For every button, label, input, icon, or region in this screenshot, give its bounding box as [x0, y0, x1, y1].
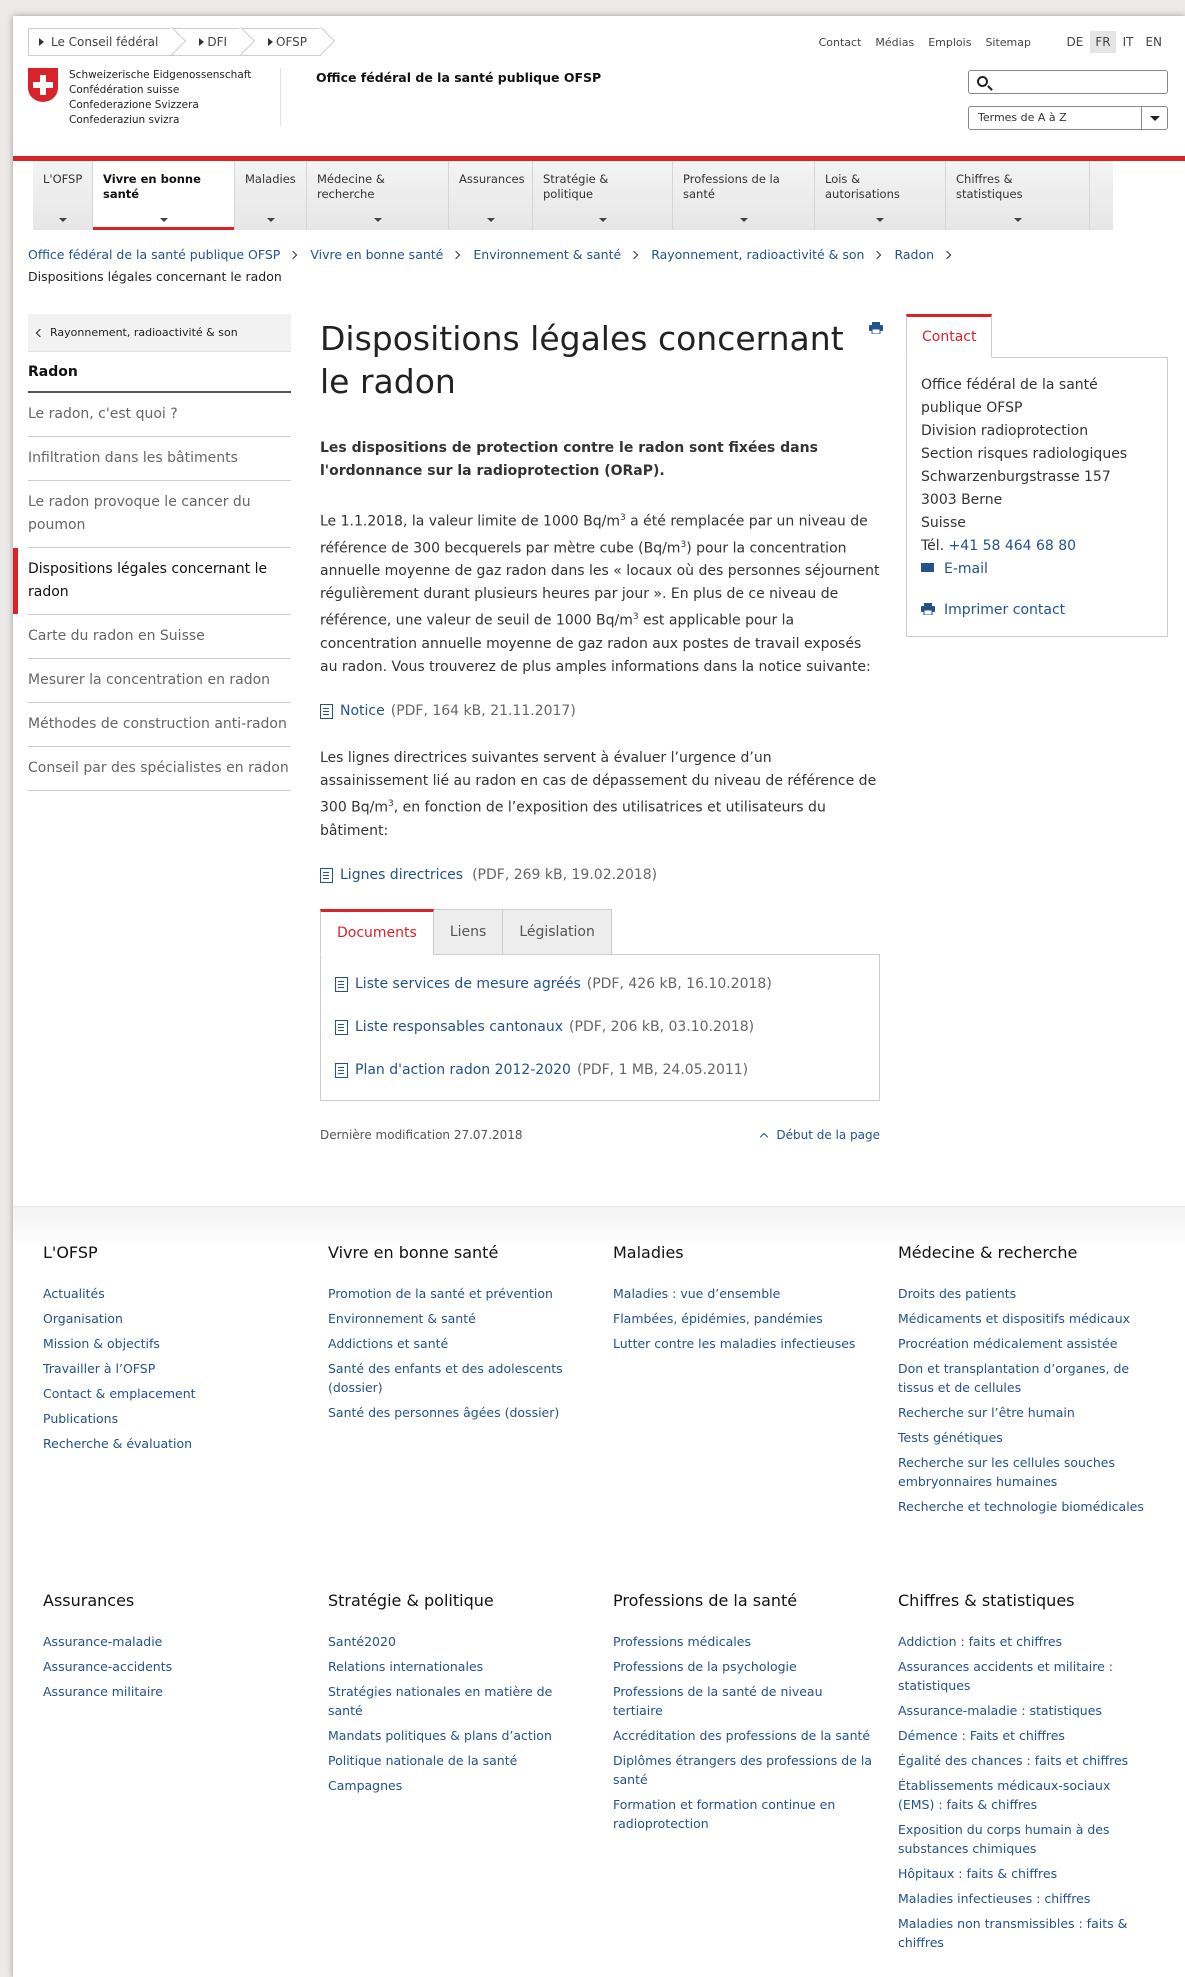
sidebar-item-methodes[interactable]: Méthodes de construction anti-radon	[28, 703, 291, 747]
sidebar-back-link[interactable]: Rayonnement, radioactivité & son	[28, 314, 291, 352]
chevron-right-icon	[452, 251, 460, 259]
top-links	[819, 36, 1031, 49]
nav-item-medecine[interactable]: Médecine & recherche	[307, 161, 449, 230]
footer-link[interactable]: Professions médicales	[613, 1634, 751, 1649]
footer-link[interactable]: Stratégies nationales en matière de santé	[328, 1684, 553, 1718]
tab-documents[interactable]: Documents	[320, 909, 434, 955]
footer-link[interactable]: Assurance militaire	[43, 1684, 163, 1699]
footer-link[interactable]: Organisation	[43, 1311, 123, 1326]
chevron-up-icon	[760, 1132, 768, 1140]
triangle-right-icon	[39, 38, 44, 46]
footer-link[interactable]: Assurance-maladie : statistiques	[898, 1703, 1102, 1718]
footer-link[interactable]: Flambées, épidémies, pandémies	[613, 1311, 823, 1326]
triangle-right-icon	[199, 38, 204, 46]
sidebar-item-radon-quoi[interactable]: Le radon, c'est quoi ?	[28, 393, 291, 437]
documents-panel	[320, 954, 880, 1101]
sitemap-link[interactable]: Sitemap	[985, 36, 1031, 49]
document-meta: (PDF, 206 kB, 03.10.2018)	[569, 1018, 755, 1035]
breadcrumb-rayonnement[interactable]: Rayonnement, radioactivité & son	[651, 247, 865, 262]
footer-column-title: Vivre en bonne santé	[328, 1243, 499, 1262]
footer-link[interactable]: Recherche sur l’être humain	[898, 1405, 1075, 1420]
lang-de[interactable]: DE	[1066, 35, 1084, 49]
swiss-shield-icon	[28, 68, 58, 102]
footer-link[interactable]: Recherche & évaluation	[43, 1436, 193, 1451]
breadcrumb-vivre[interactable]: Vivre en bonne santé	[310, 247, 444, 262]
pdf-document-icon	[335, 977, 348, 992]
footer-column-title: Médecine & recherche	[898, 1243, 1078, 1262]
triangle-right-icon	[268, 38, 273, 46]
footer-link[interactable]: Maladies infectieuses : chiffres	[898, 1891, 1091, 1906]
paragraph-reference-level: Le 1.1.2018, la valeur limite de 1000 $Bq/m^3$ a été remplacée par un niveau de référence de 300 becquerels par mètre cube $(Bq/m^3)$ pour la concentration annuelle moyenne de gaz radon dans les « locaux où des personnes séjournent régulièrement durant plusieurs heures par jour ». En plus de ce niveau de référence, une valeur de seuil de 1000 $Bq/m^3$ est applicable pour la concentration annuelle moyenne de gaz radon aux postes de travail exposés au radon. Vous trouverez de plus amples informations dans la notice suivante:	[320, 513, 880, 675]
document-item	[335, 1049, 865, 1092]
search-input[interactable]	[995, 73, 1163, 91]
notice-link[interactable]: Notice	[340, 702, 385, 719]
search-icon[interactable]	[977, 76, 988, 87]
notice-download	[320, 700, 880, 723]
footer-column-ofsp	[43, 1243, 303, 1459]
footer-column-title: Chiffres & statistiques	[898, 1591, 1075, 1610]
document-item	[335, 963, 865, 1006]
nav-item-maladies[interactable]: Maladies	[235, 161, 307, 230]
print-contact-link[interactable]: Imprimer contact	[944, 602, 1066, 618]
sidebar-item-infiltration[interactable]: Infiltration dans les bâtiments	[28, 437, 291, 481]
print-icon	[921, 603, 935, 615]
nav-item-lois[interactable]: Lois & autorisations	[815, 161, 946, 230]
footer-link[interactable]: Mission & objectifs	[43, 1336, 160, 1351]
breadcrumb-ofsp[interactable]: Office fédéral de la santé publique OFSP	[28, 247, 281, 262]
document-meta: (PDF, 1 MB, 24.05.2011)	[576, 1061, 749, 1078]
confederation-logo[interactable]	[28, 68, 269, 128]
footer-column-professions	[613, 1591, 873, 1839]
lang-fr[interactable]: FR	[1090, 31, 1115, 53]
contact-body: Office fédéral de la santé publique OFSP Division radioprotection Section risques radiologiques Schwarzenburgstrasse 157 3003 Berne Suisse Tél. +41 58 464 68 80 E-mail Imprimer contact	[906, 357, 1168, 637]
footer-link[interactable]: Mandats politiques & plans d’action	[328, 1728, 552, 1743]
top-crumb-dfi[interactable]: DFI	[172, 28, 241, 56]
lang-en[interactable]: EN	[1145, 35, 1162, 49]
chevron-down-icon	[599, 218, 607, 222]
page-title: Dispositions légales concernant le radon	[320, 319, 844, 401]
footer-link[interactable]: Addiction : faits et chiffres	[898, 1634, 1063, 1649]
footer-link[interactable]: Exposition du corps humain à des substances chimiques	[898, 1822, 1110, 1856]
footer-link[interactable]: Promotion de la santé et prévention	[328, 1286, 553, 1301]
media-link[interactable]: Médias	[875, 36, 915, 49]
notice-meta: (PDF, 164 kB, 21.11.2017)	[390, 702, 576, 719]
lead-paragraph: Les dispositions de protection contre le radon sont fixées dans l'ordonnance sur la radioprotection (ORaP).	[320, 440, 818, 479]
chevron-down-icon	[487, 218, 495, 222]
email-link[interactable]: E-mail	[944, 561, 988, 577]
guidelines-download	[320, 864, 880, 887]
document-link[interactable]: Liste services de mesure agréés	[355, 975, 581, 992]
footer-column-title: Professions de la santé	[613, 1591, 798, 1610]
contact-link[interactable]: Contact	[818, 36, 862, 49]
footer-link[interactable]: Actualités	[43, 1286, 105, 1301]
footer-link[interactable]: Travailler à l’OFSP	[43, 1361, 156, 1376]
footer-column-title: Maladies	[613, 1243, 684, 1262]
chevron-down-icon[interactable]	[1141, 107, 1167, 129]
contact-box	[906, 314, 1168, 637]
logo-divider	[280, 68, 281, 126]
footer-link[interactable]: Formation et formation continue en radioprotection	[613, 1797, 836, 1831]
chevron-down-icon	[374, 218, 382, 222]
contact-email	[921, 558, 1153, 581]
footer-link[interactable]: Égalité des chances : faits et chiffres	[898, 1753, 1129, 1768]
footer-link[interactable]: Maladies : vue d’ensemble	[613, 1286, 781, 1301]
footer-link[interactable]: Diplômes étrangers des professions de la santé	[613, 1753, 873, 1787]
footer-column-vivre	[328, 1243, 588, 1428]
chevron-down-icon	[267, 218, 275, 222]
footer-link[interactable]: Recherche sur les cellules souches embryonnaires humaines	[898, 1455, 1115, 1489]
document-meta: (PDF, 426 kB, 16.10.2018)	[586, 975, 772, 992]
main-content	[320, 314, 880, 1142]
jobs-link[interactable]: Emplois	[928, 36, 972, 49]
contact-print	[921, 599, 1153, 622]
main-navigation	[13, 156, 1185, 230]
footer-column-strategie	[328, 1591, 588, 1801]
footer-link[interactable]: Contact & emplacement	[43, 1386, 196, 1401]
sidebar-item-dispositions[interactable]: Dispositions légales concernant le radon	[28, 548, 291, 615]
sidebar-item-conseil[interactable]: Conseil par des spécialistes en radon	[28, 747, 291, 791]
active-indicator	[93, 227, 234, 230]
footer-column-maladies	[613, 1243, 873, 1359]
document-link[interactable]: Plan d'action radon 2012-2020	[355, 1061, 571, 1078]
chevron-down-icon	[1014, 218, 1022, 222]
last-modified: Dernière modification 27.07.2018	[320, 1127, 523, 1142]
footer-link[interactable]: Établissements médicaux-sociaux (EMS) : faits & chiffres	[898, 1778, 1111, 1812]
nav-item-chiffres[interactable]: Chiffres & statistiques	[946, 161, 1090, 230]
sidebar-item-mesurer[interactable]: Mesurer la concentration en radon	[28, 659, 291, 703]
search-box[interactable]	[968, 70, 1168, 94]
nav-item-professions[interactable]: Professions de la santé	[673, 161, 815, 230]
sidebar-heading[interactable]: Radon	[28, 352, 291, 393]
footer-link[interactable]: Politique nationale de la santé	[328, 1753, 518, 1768]
document-item	[335, 1006, 865, 1049]
nav-item-assurances[interactable]: Assurances	[449, 161, 533, 230]
footer-link[interactable]: Professions de la psychologie	[613, 1659, 797, 1674]
top-hierarchy	[28, 28, 321, 56]
footer-link[interactable]: Santé des enfants et des adolescents (dossier)	[328, 1361, 563, 1395]
chevron-right-icon	[873, 251, 881, 259]
mail-icon	[921, 563, 934, 572]
footer-link[interactable]: Hôpitaux : faits & chiffres	[898, 1866, 1058, 1881]
lang-it[interactable]: IT	[1122, 35, 1134, 49]
page-footline	[320, 1128, 880, 1142]
resource-tabs	[320, 909, 880, 955]
footer-link[interactable]: Assurance-accidents	[43, 1659, 173, 1674]
contact-tab[interactable]: Contact	[906, 314, 992, 358]
chevron-right-icon	[943, 251, 951, 259]
chevron-down-icon	[740, 218, 748, 222]
chevron-right-icon	[289, 251, 297, 259]
sidebar-item-carte[interactable]: Carte du radon en Suisse	[28, 615, 291, 659]
footer-link[interactable]: Médicaments et dispositifs médicaux	[898, 1311, 1131, 1326]
office-title: Office fédéral de la santé publique OFSP	[316, 70, 602, 85]
footer-link[interactable]: Addictions et santé	[328, 1336, 449, 1351]
footer-link[interactable]: Santé des personnes âgées (dossier)	[328, 1405, 560, 1420]
breadcrumb-current: Dispositions légales concernant le radon	[28, 269, 282, 284]
footer-column-title: Stratégie & politique	[328, 1591, 494, 1610]
page	[13, 16, 1185, 1977]
pdf-document-icon	[320, 704, 333, 719]
paragraph-guidelines: Les lignes directrices suivantes servent à évaluer l’urgence d’un assainissement lié au radon en cas de dépassement du niveau de référence de 300 $Bq/m^3$, en fonction de l’exposition des utilisatrices et utilisateurs du bâtiment:	[320, 749, 877, 839]
chevron-down-icon	[876, 218, 884, 222]
guidelines-meta: (PDF, 269 kB, 19.02.2018)	[472, 866, 658, 883]
footer-column-medecine	[898, 1243, 1148, 1522]
footer	[13, 1206, 1185, 1977]
pdf-document-icon	[335, 1063, 348, 1078]
tab-liens[interactable]: Liens	[434, 909, 503, 955]
document-link[interactable]: Liste responsables cantonaux	[355, 1018, 564, 1035]
footer-link[interactable]: Relations internationales	[328, 1659, 484, 1674]
guidelines-link[interactable]: Lignes directrices	[340, 866, 464, 883]
pdf-document-icon	[320, 868, 333, 883]
chevron-down-icon	[59, 218, 67, 222]
footer-link[interactable]: Professions de la santé de niveau tertiaire	[613, 1684, 823, 1718]
footer-column-assurances	[43, 1591, 303, 1707]
chevron-down-icon	[160, 218, 168, 222]
footer-link[interactable]: Recherche et technologie biomédicales	[898, 1499, 1144, 1514]
footer-link[interactable]: Procréation médicalement assistée	[898, 1336, 1118, 1351]
footer-link[interactable]: Lutter contre les maladies infectieuses	[613, 1336, 856, 1351]
footer-link[interactable]: Maladies non transmissibles : faits & chiffres	[898, 1916, 1128, 1950]
footer-link[interactable]: Assurance-maladie	[43, 1634, 163, 1649]
top-crumb-conseil[interactable]: Le Conseil fédéral	[28, 28, 172, 56]
breadcrumb	[28, 244, 1148, 288]
footer-link[interactable]: Environnement & santé	[328, 1311, 476, 1326]
tab-legislation[interactable]: Législation	[503, 909, 612, 955]
phone-link[interactable]: +41 58 464 68 80	[948, 538, 1077, 554]
back-to-top-link[interactable]: Début de la page	[761, 1128, 880, 1142]
footer-link[interactable]: Santé2020	[328, 1634, 396, 1649]
footer-link[interactable]: Publications	[43, 1411, 119, 1426]
az-terms-select[interactable]: Termes de A à Z	[968, 106, 1168, 130]
chevron-right-icon	[630, 251, 638, 259]
contact-phone: Tél. +41 58 464 68 80	[921, 538, 1077, 554]
logo-text: Schweizerische Eidgenossenschaft Confédération suisse Confederazione Svizzera Confederaziun svizra	[69, 69, 252, 126]
footer-column-chiffres	[898, 1591, 1148, 1958]
top-crumb-ofsp[interactable]: OFSP	[241, 28, 321, 56]
footer-column-title: L'OFSP	[43, 1243, 98, 1262]
nav-item-strategie[interactable]: Stratégie & politique	[533, 161, 673, 230]
footer-link[interactable]: Accréditation des professions de la santé	[613, 1728, 871, 1743]
sidebar-item-cancer[interactable]: Le radon provoque le cancer du poumon	[28, 481, 291, 548]
language-switcher	[1061, 31, 1167, 53]
footer-link[interactable]: Campagnes	[328, 1778, 403, 1793]
footer-link[interactable]: Assurances accidents et militaire : statistiques	[898, 1659, 1114, 1693]
footer-link[interactable]: Droits des patients	[898, 1286, 1017, 1301]
footer-link[interactable]: Don et transplantation d’organes, de tissus et de cellules	[898, 1361, 1130, 1395]
footer-link[interactable]: Démence : Faits et chiffres	[898, 1728, 1065, 1743]
footer-column-title: Assurances	[43, 1591, 135, 1610]
breadcrumb-environnement[interactable]: Environnement & santé	[473, 247, 622, 262]
print-icon[interactable]	[869, 322, 883, 334]
nav-item-vivre[interactable]: Vivre en bonne santé	[93, 161, 235, 230]
breadcrumb-radon[interactable]: Radon	[894, 247, 935, 262]
nav-item-ofsp[interactable]: L'OFSP	[33, 161, 93, 230]
pdf-document-icon	[335, 1020, 348, 1035]
sidebar	[28, 314, 291, 791]
footer-link[interactable]: Tests génétiques	[898, 1430, 1003, 1445]
